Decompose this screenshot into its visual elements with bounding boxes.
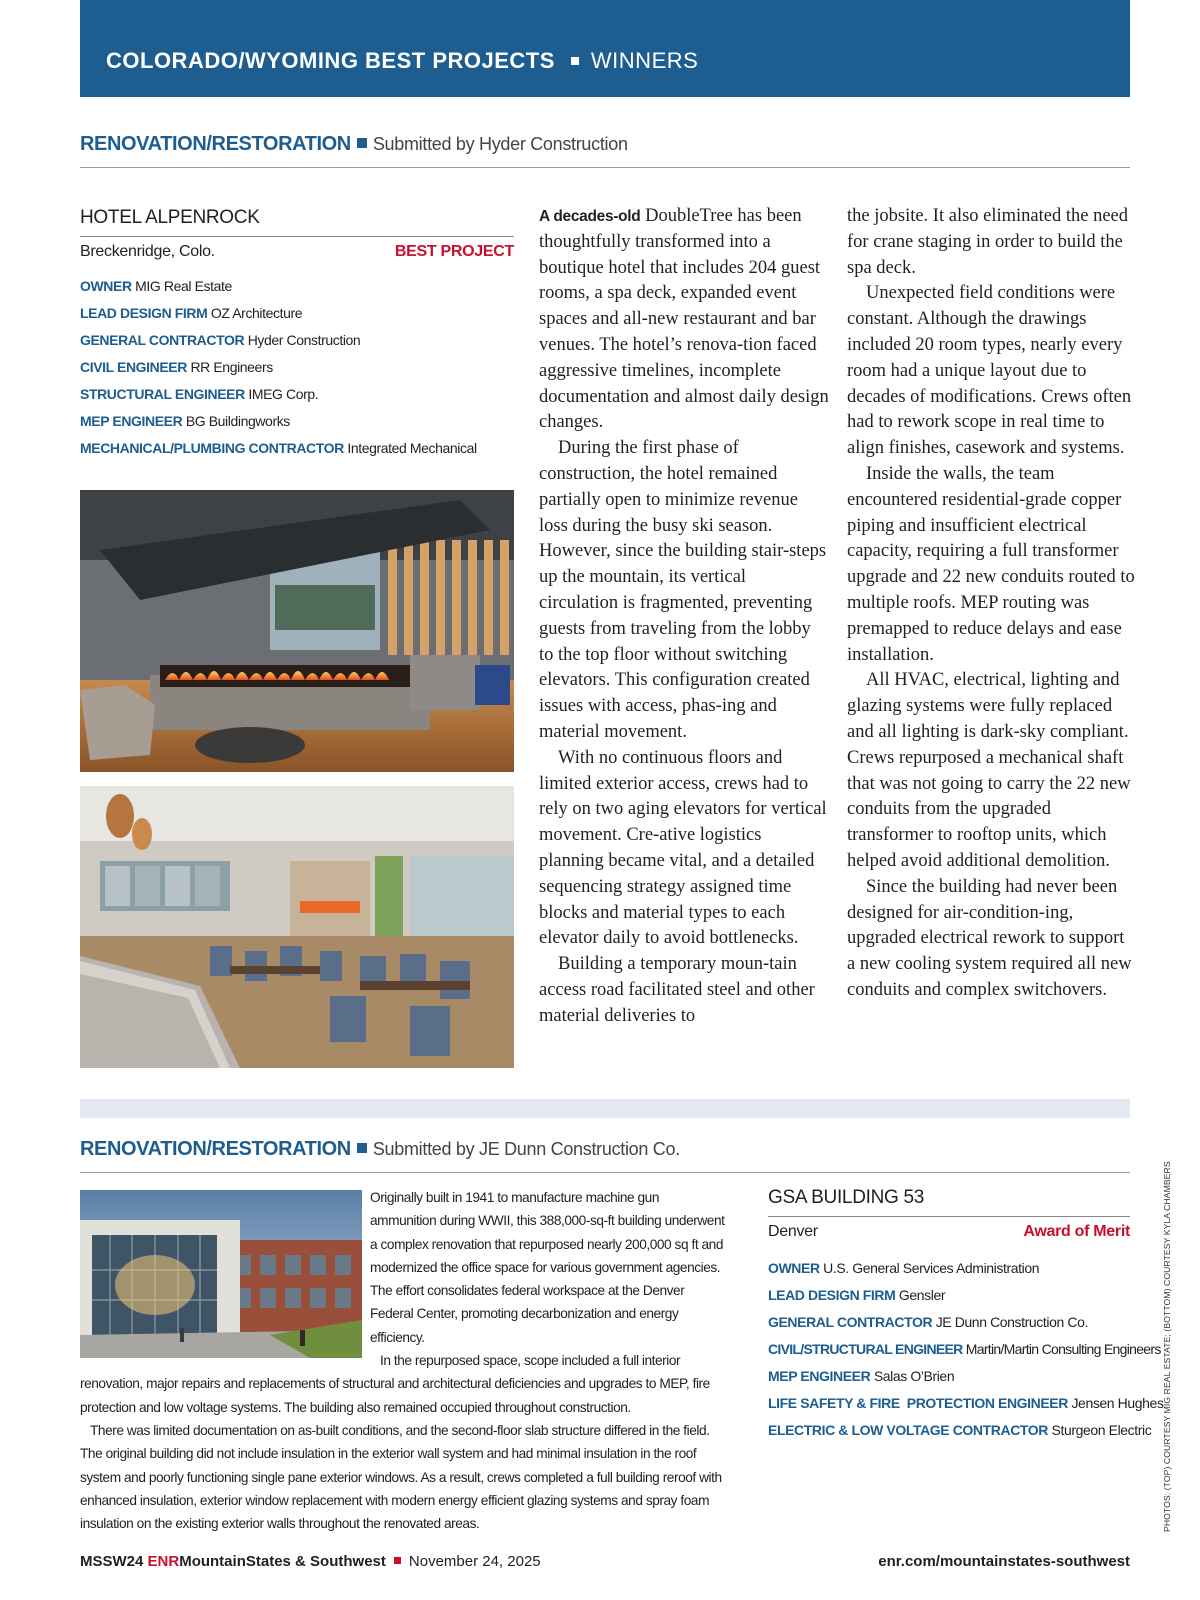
banner-title: COLORADO/WYOMING BEST PROJECTS	[106, 48, 555, 73]
footer-square-bullet	[394, 1557, 401, 1564]
section1-paragraph: Unexpected field conditions were constant. Although the drawings included 20 room types, nearly every room had a unique layout due to decades of modifications. Crews often had to rework scope in real time to align finishes, casework and systems.	[847, 283, 1132, 459]
photo-credit-text: PHOTOS: (TOP) COURTESY MIG REAL ESTATE; (BOTTOM) COURTESY KYLA CHAMBERS	[1162, 1161, 1172, 1532]
credit-civil-structural-engineer: CIVIL/STRUCTURAL ENGINEER Martin/Martin Consulting Engineers	[768, 1341, 1161, 1357]
section1-paragraph: A decades-old DoubleTree has been thoughtfully transformed into a boutique hotel that includes 204 guest rooms, a spa deck, expanded event spaces and all-new restaurant and bar venues. The hotel’s renova-tion faced aggressive timelines, incomplete documentation and almost daily design changes.	[539, 206, 829, 433]
section1-paragraph: Building a temporary moun-tain access road facilitated steel and other material deliveries to	[539, 954, 815, 1026]
credit-structural-engineer: STRUCTURAL ENGINEER IMEG Corp.	[80, 386, 319, 402]
section1-body-column-2	[847, 204, 1137, 1004]
section1-lead-in: A decades-old	[539, 208, 641, 225]
credit-lead-design: LEAD DESIGN FIRM Gensler	[768, 1287, 946, 1303]
section1-paragraph: Since the building had never been designed for air-condition-ing, upgraded electrical rework to support a new cooling system required all new conduits and complex switchovers.	[847, 876, 1132, 1000]
section1-location: Breckenridge, Colo.	[80, 243, 215, 260]
section1-paragraph: Inside the walls, the team encountered residential-grade copper piping and insufficient electrical capacity, requiring a full transformer upgrade and 22 new conduits routed to multiple roofs. MEP routing was premapped to reduce delays and ease installation.	[847, 463, 1135, 665]
banner-text	[106, 48, 698, 74]
section2-paragraph: In the repurposed space, scope included a full interior renovation, major repairs and replacements of structural and architectural deficiencies and upgrades to MEP, fire protection and low voltage systems. The building also remained occupied throughout construction.	[80, 1353, 710, 1415]
section1-award: BEST PROJECT	[394, 243, 514, 260]
issue-date: November 24, 2025	[408, 1553, 541, 1570]
section1-credits	[80, 273, 477, 462]
section2-paragraph: Originally built in 1941 to manufacture machine gun ammunition during WWII, this 388,000-sq-ft building underwent a complex renovation that repurposed nearly 200,000 sq ft and modernized the office space for various government agencies. The effort consolidates federal workspace at the Denver Federal Center, promoting decarbonization and energy efficiency.	[370, 1190, 725, 1345]
page-code: MSSW24	[80, 1553, 144, 1570]
section1-paragraph: All HVAC, electrical, lighting and glazing systems were fully replaced and all lighting is dark-sky compliant. Crews repurposed a mechanical shaft that was not going to carry the 22 new conduits from the upgraded transformer to rooftop units, which helped avoid additional demolition.	[847, 670, 1131, 871]
photo-credit-vertical	[1162, 1112, 1174, 1532]
credit-owner: OWNER MIG Real Estate	[80, 278, 232, 294]
credit-civil-engineer: CIVIL ENGINEER RR Engineers	[80, 359, 273, 375]
section1-project-title: HOTEL ALPENROCK	[80, 207, 260, 228]
section1-paragraph: With no continuous floors and limited exterior access, crews had to rely on two aging elevators for vertical movement. Cre-ative logistics planning became vital, and a detailed sequencing strategy assigned time blocks and material types to each elevator daily to avoid bottlenecks.	[539, 747, 827, 949]
section2-category: RENOVATION/RESTORATION	[80, 1138, 351, 1160]
credit-mep-engineer: MEP ENGINEER Salas O’Brien	[768, 1368, 955, 1384]
credit-general-contractor: GENERAL CONTRACTOR JE Dunn Construction Co.	[768, 1314, 1088, 1330]
credit-electric-low-voltage: ELECTRIC & LOW VOLTAGE CONTRACTOR Sturgeon Electric	[768, 1422, 1152, 1438]
banner-subtitle: WINNERS	[590, 48, 699, 73]
section1-category: RENOVATION/RESTORATION	[80, 133, 351, 155]
header-banner	[80, 0, 1130, 97]
square-bullet-icon	[357, 138, 367, 148]
hotel-restaurant-photo	[80, 786, 514, 1068]
website-url[interactable]: enr.com/mountainstates-southwest	[878, 1553, 1130, 1570]
section2-body	[80, 1186, 728, 1535]
section1-heading	[80, 133, 1130, 168]
hotel-lounge-fireplace-photo	[80, 490, 514, 772]
section-divider-band	[80, 1099, 1130, 1118]
section1-project-rule	[80, 236, 514, 237]
section1-paragraph: the jobsite. It also eliminated the need for crane staging in order to build the spa deck.	[847, 206, 1129, 278]
section2-project-title: GSA BUILDING 53	[768, 1187, 925, 1208]
section2-award: Award of Merit	[1023, 1223, 1130, 1240]
section2-location: Denver	[768, 1223, 818, 1240]
photo-float-spacer	[80, 1186, 370, 1358]
credit-mep-engineer: MEP ENGINEER BG Buildingworks	[80, 413, 290, 429]
section2-submitted-by: Submitted by JE Dunn Construction Co.	[372, 1139, 680, 1159]
section1-paragraph: During the first phase of construction, the hotel remained partially open to minimize revenue loss during the busy ski season. However, since the building stair-steps up the mountain, its vertical circulation is fragmented, preventing guests from traveling from the lobby to the top floor without switching elevators. This configuration created issues with access, phas-ing and material movement.	[539, 438, 827, 742]
credit-mechanical-plumbing: MECHANICAL/PLUMBING CONTRACTOR Integrated Mechanical	[80, 440, 477, 456]
section2-credits	[768, 1255, 1164, 1444]
section1-submitted-by: Submitted by Hyder Construction	[372, 134, 628, 154]
page-footer	[80, 1553, 1130, 1575]
credit-general-contractor: GENERAL CONTRACTOR Hyder Construction	[80, 332, 361, 348]
banner-square-bullet	[571, 57, 579, 65]
credit-owner: OWNER U.S. General Services Administration	[768, 1260, 1040, 1276]
enr-logo-text: ENR	[147, 1553, 180, 1570]
credit-lead-design: LEAD DESIGN FIRM OZ Architecture	[80, 305, 303, 321]
credit-life-safety-fire: LIFE SAFETY & FIRE PROTECTION ENGINEER Jensen Hughes	[768, 1395, 1164, 1411]
section2-heading	[80, 1138, 1130, 1173]
square-bullet-icon	[357, 1143, 367, 1153]
section2-project-rule	[768, 1216, 1130, 1217]
section2-paragraph: There was limited documentation on as-built conditions, and the second-floor slab structure differed in the field. The original building did not include insulation in the exterior wall system and had minimal insulation in the roof system and poorly functioning single pane exterior windows. As a result, crews completed a full building reroof with enhanced insulation, exterior window replacement with modern energy efficient glazing systems and spray foam insulation on the existing exterior walls throughout the renovated areas.	[80, 1422, 722, 1532]
publication-name: MountainStates & Southwest	[179, 1553, 386, 1570]
section1-body-column-1	[539, 204, 829, 1030]
